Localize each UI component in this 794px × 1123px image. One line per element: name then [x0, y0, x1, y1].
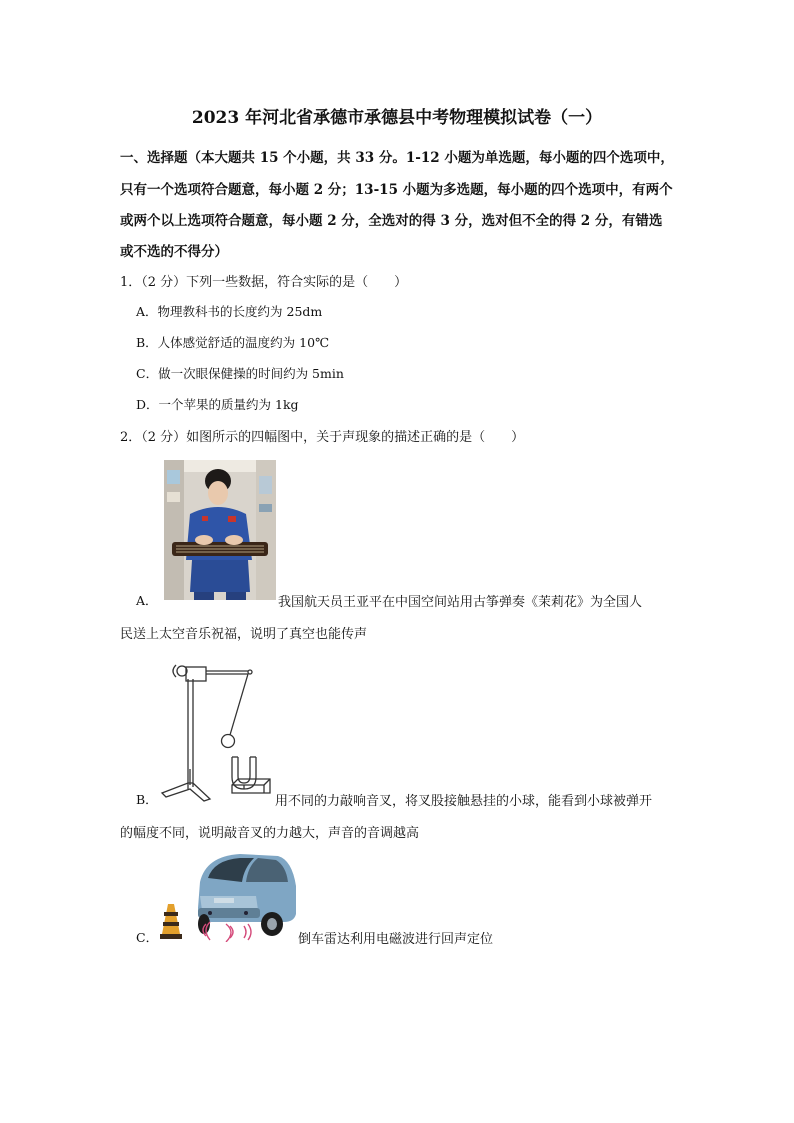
section-header-line-4: 或不选的不得分） — [120, 244, 228, 260]
question-2-stem: 2．（2 分）如图所示的四幅图中，关于声现象的描述正确的是（ ） — [120, 430, 525, 445]
question-2-option-b-text: 用不同的力敲响音叉，将叉股接触悬挂的小球，能看到小球被弹开 — [275, 794, 653, 809]
question-2-option-a-text: 我国航天员王亚平在中国空间站用古筝弹奏《茉莉花》为全国人 — [278, 595, 643, 610]
question-2-option-a-text-cont: 民送上太空音乐祝福，说明了真空也能传声 — [120, 627, 368, 642]
section-header-line-1: 一、选择题（本大题共 15 个小题，共 33 分。1-12 小题为单选题，每小题的四个选项中， — [120, 150, 674, 166]
question-1-option-d: D．一个苹果的质量约为 1kg — [136, 397, 299, 412]
astronaut-guzheng-image — [164, 460, 276, 600]
question-2-option-a-label: A． — [136, 593, 158, 608]
question-1-option-a: A．物理教科书的长度约为 25dm — [136, 304, 323, 319]
reversing-radar-car-image — [160, 852, 298, 942]
tuning-fork-apparatus-image — [158, 657, 274, 803]
page-title: 2023 年河北省承德市承德县中考物理模拟试卷（一） — [191, 108, 603, 128]
question-2-option-b-text-cont: 的幅度不同，说明敲音叉的力越大，声音的音调越高 — [120, 826, 420, 841]
question-2-option-c-label: C． — [136, 930, 159, 945]
question-2-option-c-text: 倒车雷达利用电磁波进行回声定位 — [298, 932, 494, 947]
question-1-option-b: B．人体感觉舒适的温度约为 10℃ — [136, 335, 330, 350]
question-1-option-c: C．做一次眼保健操的时间约为 5min — [136, 366, 344, 381]
question-2-option-b-label: B． — [136, 792, 158, 807]
question-1-stem: 1．（2 分）下列一些数据，符合实际的是（ ） — [120, 275, 408, 290]
section-header-line-3: 或两个以上选项符合题意，每小题 2 分，全选对的得 3 分，选对但不全的得 2 分，有错选 — [120, 213, 663, 229]
section-header-line-2: 只有一个选项符合题意，每小题 2 分；13-15 小题为多选题，每小题的四个选项中，有两个 — [120, 182, 673, 198]
